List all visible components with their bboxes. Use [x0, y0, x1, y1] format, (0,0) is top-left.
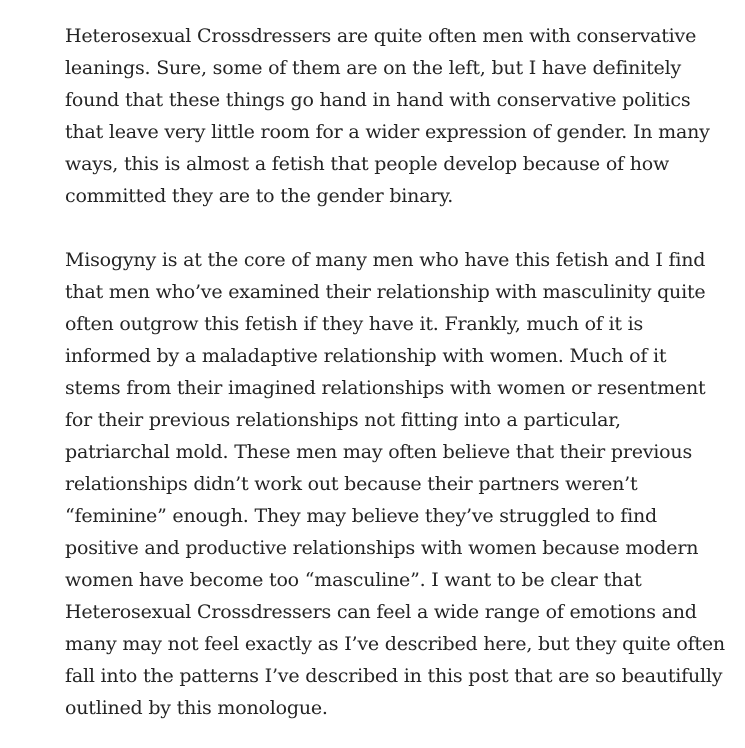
article-body [65, 20, 725, 724]
article-paragraph-2: Misogyny is at the core of many men who have this fetish and I find that men who’ve examined their relationship with masculinity quite often outgrow this fetish if they have it. Frankly, much of it is informed by a maladaptive relationship with women. Much of it stems from their imagined relationships with women or resentment for their previous relationships not fitting into a particular, patriarchal mold. These men may often believe that their previous relationships didn’t work out because their partners weren’t “feminine” enough. They may believe they’ve struggled to find positive and productive relationships with women because modern women have become too “masculine”. I want to be clear that Heterosexual Crossdressers can feel a wide range of emotions and many may not feel exactly as I’ve described here, but they quite often fall into the patterns I’ve described in this post that are so beautifully outlined by this monologue. [65, 249, 725, 719]
article-paragraph-1: Heterosexual Crossdressers are quite often men with conservative leanings. Sure, some of them are on the left, but I have definitely found that these things go hand in hand with conservative politics that leave very little room for a wider expression of gender. In many ways, this is almost a fetish that people develop because of how committed they are to the gender binary. [65, 25, 710, 207]
